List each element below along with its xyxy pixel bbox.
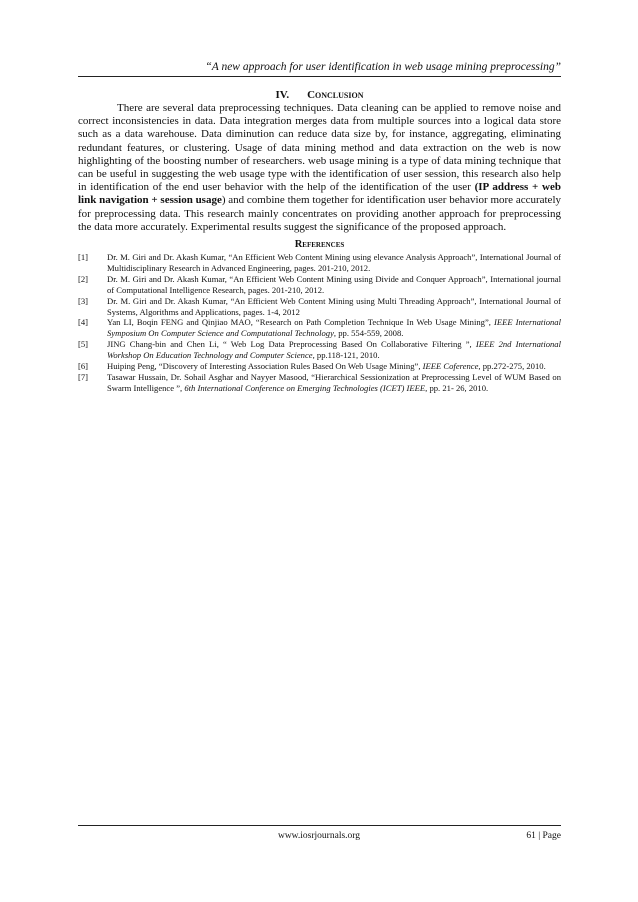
conclusion-text-end: ) and combine them together for identification user behavior more accurately for preprocessing data. This research mainly concentrates on providing another approach for preprocessing the data more accurately. Experimental results suggest the significance of the proposed approach.	[78, 194, 561, 233]
reference-body: Huiping Peng, “Discovery of Interesting Association Rules Based On Web Usage Mining”,	[107, 361, 423, 372]
reference-item-5	[78, 339, 561, 361]
reference-pages: , pp.272-275, 2010.	[478, 361, 546, 372]
reference-text	[107, 372, 561, 394]
reference-item-3	[78, 296, 561, 318]
reference-venue: 6th International Conference on Emerging Technologies (ICET) IEEE	[184, 382, 426, 393]
reference-item-6	[78, 361, 561, 372]
reference-text	[107, 317, 561, 339]
reference-body: Yan LI, Boqin FENG and Qinjiao MAO, “Research on Path Completion Technique In Web Usage Mining”,	[107, 317, 494, 328]
footer-rule	[78, 825, 561, 826]
reference-list	[78, 252, 561, 394]
conclusion-paragraph	[78, 102, 561, 234]
conclusion-text-bold: (IP address + web link navigation + session usage	[78, 181, 561, 207]
journal-url: www.iosrjournals.org	[277, 831, 361, 841]
reference-pages: , pp. 21- 26, 2010.	[425, 382, 489, 393]
conclusion-text-start: There are several data preprocessing techniques. Data cleaning can be applied to remove noise and correct inconsistencies in data. Data integration merges data from multiple sources into a logical data store such as a data warehouse. Data diminution can reduce data size by, for instance, aggregating, eliminating redundant features, or clustering. Usage of data mining method and data extraction on the web is now highlighting of the boosting number of researchers. web usage mining is a type of data mining technique that can be useful in suggesting the web usage type with the identification of user session, this research also help in identification of the end user behavior with the help of the identification of the user	[78, 102, 561, 194]
reference-venue: IEEE International Symposium On Computer Science and Computational Technology	[107, 317, 561, 339]
header-rule	[78, 76, 561, 77]
reference-venue: IEEE 2nd International Workshop On Education Technology and Computer Science	[107, 339, 561, 361]
reference-number: [2]	[78, 273, 89, 284]
reference-item-7	[78, 372, 561, 394]
reference-number: [7]	[78, 371, 89, 382]
reference-pages: , pp. 554-559, 2008.	[333, 328, 404, 339]
references-heading: References	[294, 239, 345, 250]
section-heading	[78, 88, 561, 102]
reference-body: Tasawar Hussain, Dr. Sohail Asghar and Nayyer Masood, “Hierarchical Sessionization at Preprocessing Level of WUM Based on Swarm Intelligence ”,	[107, 371, 561, 393]
reference-item-1	[78, 252, 561, 274]
reference-item-2	[78, 274, 561, 296]
reference-pages: , pp.118-121, 2010.	[312, 350, 380, 361]
reference-number: [4]	[78, 317, 89, 328]
section-number: IV.	[275, 89, 290, 101]
reference-body: Dr. M. Giri and Dr. Akash Kumar, “An Efficient Web Content Mining using elevance Analysis Approach”, International Journal of Multidisciplinary Research in Advanced Engineering, pages. 201-210, 2012.	[107, 252, 561, 273]
reference-venue: IEEE Coference	[422, 361, 479, 372]
page-number: 61 | Page	[526, 831, 561, 841]
reference-text	[107, 361, 561, 372]
reference-number: [1]	[78, 252, 89, 262]
reference-text	[107, 339, 561, 361]
reference-text	[107, 252, 561, 274]
reference-number: [6]	[78, 361, 89, 372]
reference-body: JING Chang-bin and Chen Li, “ Web Log Data Preprocessing Based On Collaborative Filtering ”,	[107, 339, 476, 350]
reference-item-4	[78, 317, 561, 339]
reference-number: [5]	[78, 339, 89, 350]
reference-text	[107, 274, 561, 296]
reference-body: Dr. M. Giri and Dr. Akash Kumar, “An Efficient Web Content Mining using Divide and Conquer Approach”, International journal of Computational Intelligence Research, pages. 201-210, 2012.	[107, 273, 561, 295]
running-header: “A new approach for user identification in web usage mining preprocessing”	[205, 61, 561, 73]
reference-number: [3]	[78, 295, 89, 306]
reference-text	[107, 296, 561, 318]
reference-body: Dr. M. Giri and Dr. Akash Kumar, “An Efficient Web Content Mining using Multi Threading Approach”, International Journal of Systems, Algorithms and Applications, pages. 1-4, 2012	[107, 295, 561, 317]
section-title: Conclusion	[307, 89, 364, 101]
